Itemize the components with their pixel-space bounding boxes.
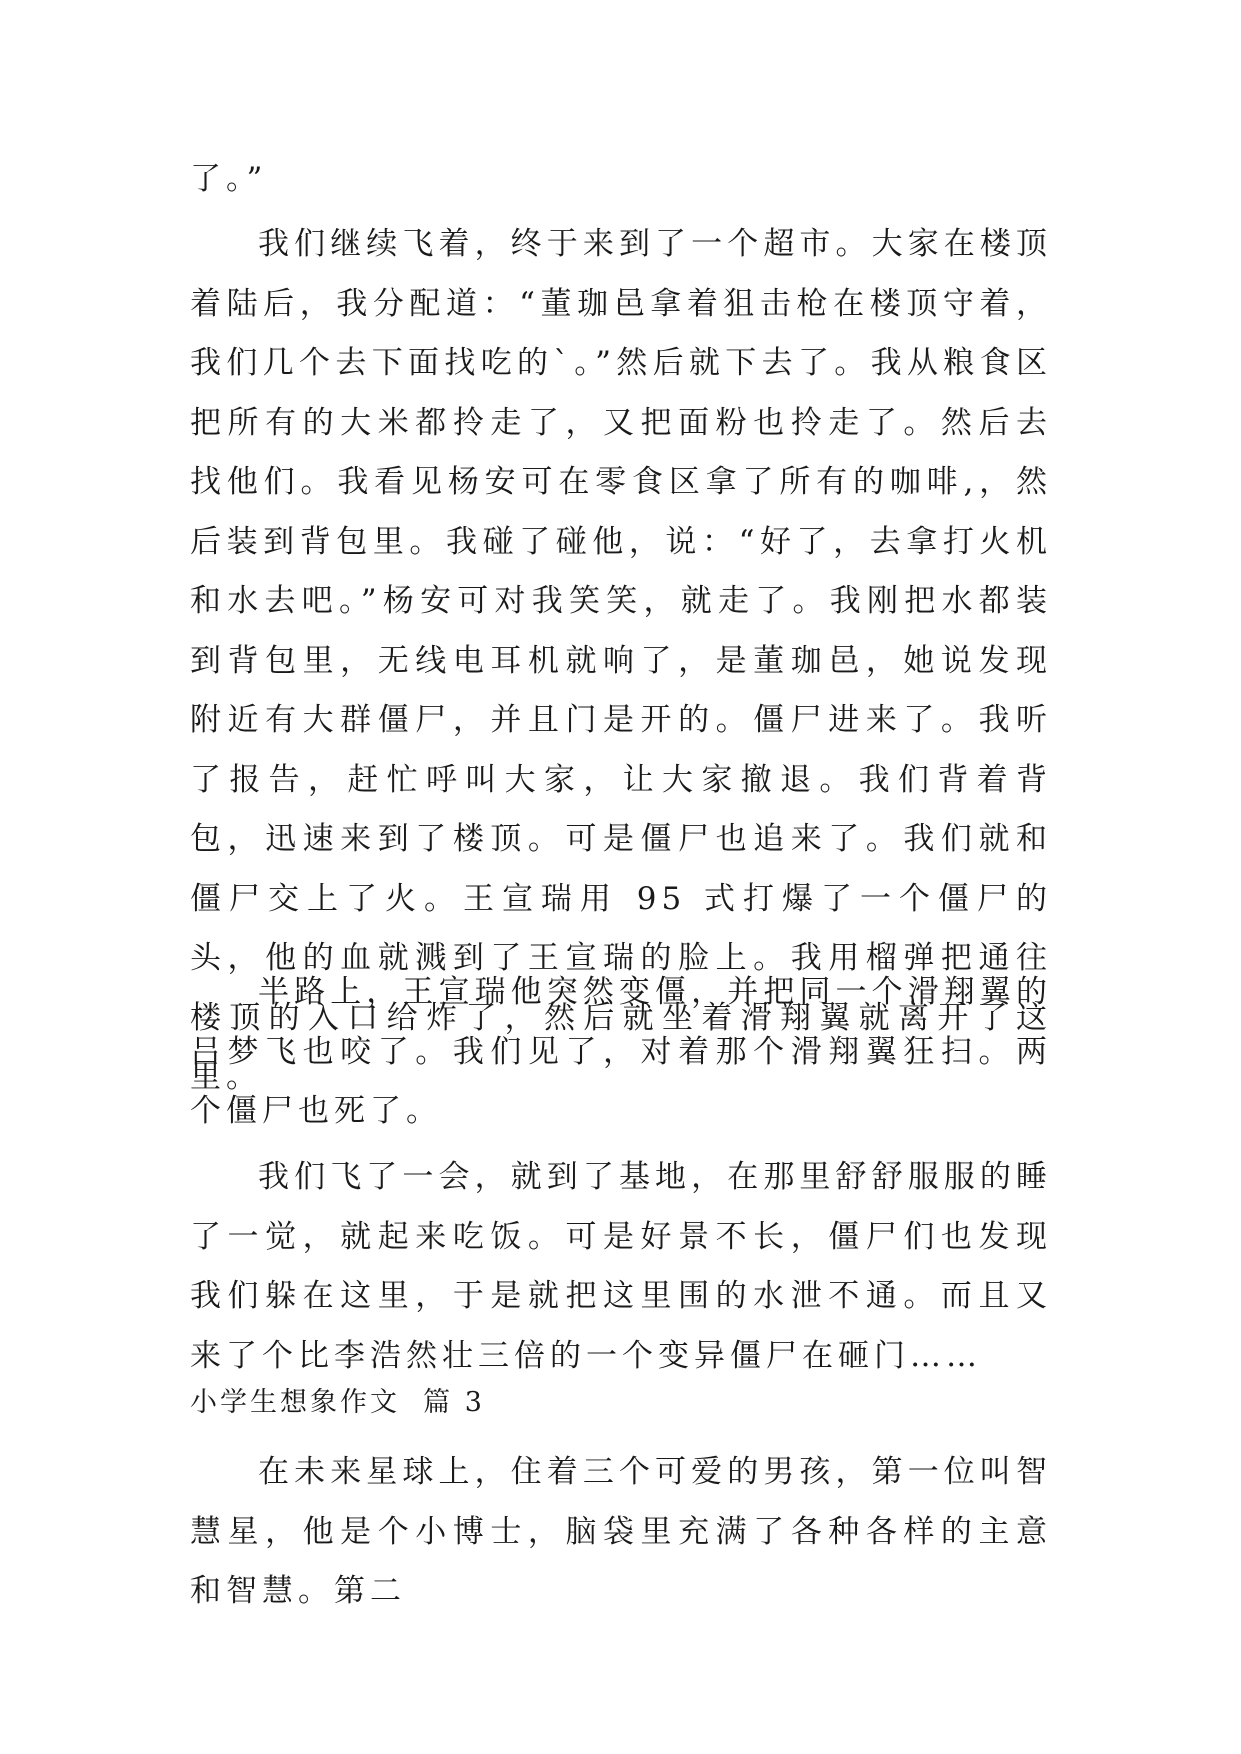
paragraph-supermarket: 我们继续飞着，终于来到了一个超市。大家在楼顶着陆后，我分配道：“董珈邑拿着狙击枪在楼顶守着，我们几个去下面找吃的`。”然后就下去了。我从粮食区把所有的大米都拎走了，又把面粉也拎走了。然后去找他们。我看见杨安可在零食区拿了所有的咖啡,，然后装到背包里。我碰了碰他，说：“好了，去拿打火机和水去吧。”杨安可对我笑笑，就走了。我刚把水都装到背包里，无线电耳机就响了，是董珈邑，她说发现附近有大群僵尸，并且门是开的。僵尸进来了。我听了报告，赶忙呼叫大家，让大家撤退。我们背着背包，迅速来到了楼顶。可是僵尸也追来了。我们就和僵尸交上了火。王宣瑞用 95 式打爆了一个僵尸的头，他的血就溅到了王宣瑞的脸上。我用榴弹把通往楼顶的入口给炸了，然后就坐着滑翔翼就离开了这里。 [190,226,1052,1095]
paragraph-base: 我们飞了一会，就到了基地，在那里舒舒服服的睡了一觉，就起来吃饭。可是好景不长，僵尸们也发现我们躲在这里，于是就把这里围的水泄不通。而且又来了个比李浩然壮三倍的一个变异僵尸在砸门…… [190,1159,1052,1374]
section-heading: 小学生想象作文 篇 3 [190,1387,485,1418]
paragraph-future-planet: 在未来星球上，住着三个可爱的男孩，第一位叫智慧星，他是个小博士，脑袋里充满了各种各样的主意和智慧。第二 [190,1454,1052,1609]
paragraph-continuation: 了。” [190,161,268,197]
paragraph-halfway: 半路上，王宣瑞他突然变僵，并把同一个滑翔翼的吕梦飞也咬了。我们见了，对着那个滑翔翼狂扫。两个僵尸也死了。 [190,974,1052,1129]
